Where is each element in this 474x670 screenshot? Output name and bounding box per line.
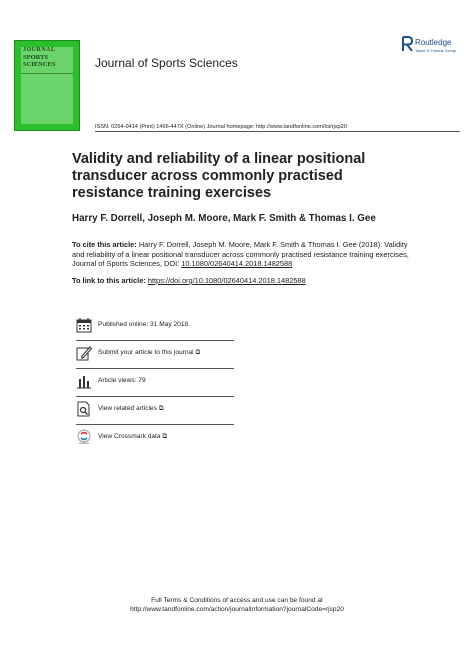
journal-title: Journal of Sports Sciences xyxy=(95,56,238,70)
citation-text: Harry F. Dorrell, Joseph M. Moore, Mark F. Smith & Thomas I. Gee (2018): Validity and reliability of a linear positional transducer across commonly practised resistance training exercises, Journal of Sports Sciences, DOI: xyxy=(72,240,409,268)
bar-chart-icon xyxy=(76,373,92,389)
published-row xyxy=(76,313,234,341)
related-articles-link[interactable] xyxy=(98,405,164,413)
citation-block xyxy=(72,240,412,269)
publisher-tagline: Taylor & Francis Group xyxy=(415,48,456,53)
edit-icon xyxy=(76,345,92,361)
submit-row[interactable] xyxy=(76,341,234,369)
crossmark-link[interactable] xyxy=(98,433,167,441)
cover-divider xyxy=(21,73,73,74)
footer-terms-link[interactable]: http://www.tandfonline.com/action/journalInformation?journalCode=rjsp20 xyxy=(130,605,344,613)
crossmark-label: View Crossmark data xyxy=(98,433,161,440)
external-link-icon: ⧉ xyxy=(158,405,164,412)
publisher-logo xyxy=(402,36,462,58)
calendar-icon xyxy=(76,317,92,333)
article-views: Article views: 79 xyxy=(98,377,146,384)
crossmark-row[interactable] xyxy=(76,425,234,453)
journal-cover-image xyxy=(14,40,80,131)
submit-article-link[interactable] xyxy=(98,349,200,357)
related-articles-label: View related articles xyxy=(98,405,157,412)
submit-article-label: Submit your article to this journal xyxy=(98,349,194,356)
footer xyxy=(0,597,474,614)
cover-title-line3: SCIENCES xyxy=(23,61,56,68)
article-link-label: To link to this article: xyxy=(72,276,146,285)
publisher-name: Routledge xyxy=(415,38,452,47)
citation-doi-link[interactable]: 10.1080/02640414.2018.1482588 xyxy=(181,259,293,268)
cover-title-line2: SPORTS xyxy=(23,54,49,61)
routledge-r-icon xyxy=(402,36,413,52)
article-link-block xyxy=(72,276,306,285)
views-row xyxy=(76,369,234,397)
footer-terms-text: Full Terms & Conditions of access and use can be found at xyxy=(151,597,323,604)
article-title: Validity and reliability of a linear positional transducer across commonly practised resistance training exercises xyxy=(72,151,366,201)
article-doi-link[interactable]: https://doi.org/10.1080/02640414.2018.1482588 xyxy=(147,276,306,285)
header-divider xyxy=(95,131,460,132)
article-authors: Harry F. Dorrell, Joseph M. Moore, Mark F. Smith & Thomas I. Gee xyxy=(72,213,376,224)
citation-label: To cite this article: xyxy=(72,240,137,249)
related-row[interactable] xyxy=(76,397,234,425)
published-date: Published online: 31 May 2018. xyxy=(98,321,191,328)
crossmark-icon xyxy=(76,429,92,445)
cover-title-line1: JOURNAL xyxy=(23,47,56,53)
issn-line: ISSN: 0264-0414 (Print) 1466-447X (Online) Journal homepage: http://www.tandfonline.com/loi/rjsp20 xyxy=(95,124,347,130)
document-search-icon xyxy=(76,401,92,417)
external-link-icon: ⧉ xyxy=(162,433,168,440)
external-link-icon: ⧉ xyxy=(195,349,201,356)
